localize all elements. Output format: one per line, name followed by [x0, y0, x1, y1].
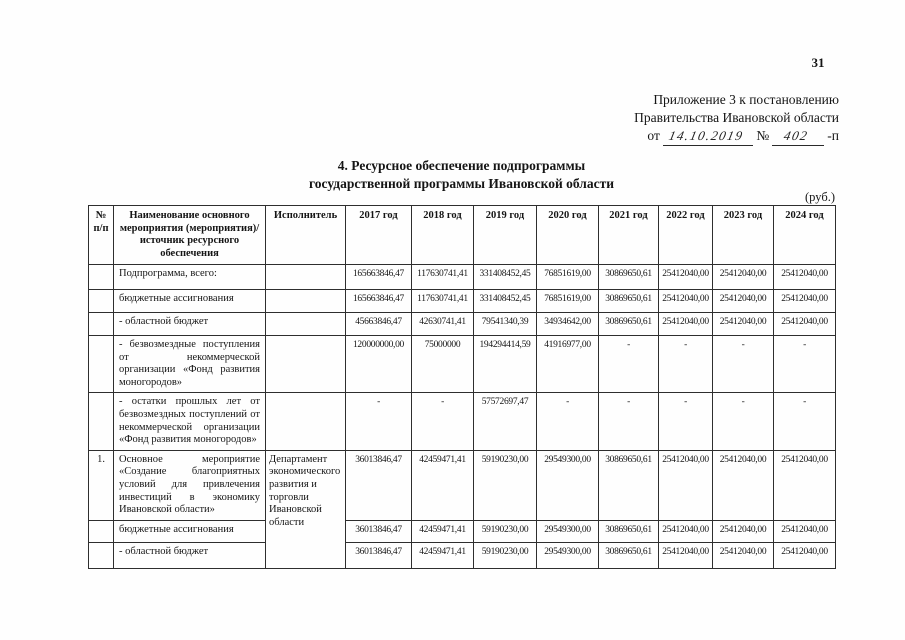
- cell-value: 25412040,00: [774, 290, 836, 313]
- cell-value: 75000000: [412, 336, 474, 393]
- cell-value: 30869650,61: [599, 520, 659, 542]
- number-sign: №: [756, 128, 770, 143]
- table-row: [89, 290, 836, 313]
- cell-executor: Департамент экономического развития и торговли Ивановской области: [266, 450, 346, 568]
- cell-value: -: [537, 393, 599, 450]
- column-header: Исполнитель: [266, 206, 346, 265]
- cell-value: 79541340,39: [474, 313, 537, 336]
- cell-value: 25412040,00: [774, 542, 836, 568]
- cell-value: 25412040,00: [659, 265, 713, 290]
- cell-value: 25412040,00: [713, 290, 774, 313]
- cell-value: 117630741,41: [412, 290, 474, 313]
- cell-value: 30869650,61: [599, 313, 659, 336]
- cell-value: -: [713, 336, 774, 393]
- cell-value: 25412040,00: [659, 520, 713, 542]
- cell-value: 25412040,00: [774, 313, 836, 336]
- cell-value: 25412040,00: [659, 450, 713, 520]
- document-title: [88, 157, 835, 192]
- cell-number: [89, 265, 114, 290]
- cell-value: 30869650,61: [599, 450, 659, 520]
- column-header: 2019 год: [474, 206, 537, 265]
- cell-value: 25412040,00: [713, 520, 774, 542]
- cell-value: 117630741,41: [412, 265, 474, 290]
- table-row: [89, 542, 836, 568]
- cell-name: бюджетные ассигнования: [114, 520, 266, 542]
- cell-number: [89, 393, 114, 450]
- column-header: 2022 год: [659, 206, 713, 265]
- column-header: 2018 год: [412, 206, 474, 265]
- cell-number: [89, 336, 114, 393]
- cell-executor: [266, 313, 346, 336]
- cell-value: 42459471,41: [412, 520, 474, 542]
- cell-value: 59190230,00: [474, 542, 537, 568]
- cell-value: 42459471,41: [412, 542, 474, 568]
- cell-value: 25412040,00: [774, 520, 836, 542]
- appendix-line-1: Приложение 3 к постановлению: [653, 92, 839, 107]
- cell-number: [89, 313, 114, 336]
- cell-number: [89, 520, 114, 542]
- cell-value: 29549300,00: [537, 450, 599, 520]
- cell-executor: [266, 265, 346, 290]
- cell-number: 1.: [89, 450, 114, 520]
- appendix-suffix: -п: [827, 128, 839, 143]
- cell-value: 25412040,00: [659, 313, 713, 336]
- cell-value: 36013846,47: [346, 450, 412, 520]
- cell-value: -: [659, 336, 713, 393]
- cell-value: -: [774, 393, 836, 450]
- cell-value: -: [599, 336, 659, 393]
- cell-value: 25412040,00: [713, 542, 774, 568]
- cell-value: 25412040,00: [713, 313, 774, 336]
- date-blank: [663, 127, 754, 146]
- column-header: 2021 год: [599, 206, 659, 265]
- cell-value: 25412040,00: [774, 265, 836, 290]
- cell-value: 30869650,61: [599, 290, 659, 313]
- cell-executor: [266, 336, 346, 393]
- table-row: [89, 520, 836, 542]
- cell-value: 59190230,00: [474, 520, 537, 542]
- page-number: 31: [811, 55, 825, 70]
- cell-name: - областной бюджет: [114, 542, 266, 568]
- cell-value: -: [659, 393, 713, 450]
- column-header: 2024 год: [774, 206, 836, 265]
- table-row: [89, 313, 836, 336]
- table-row: [89, 265, 836, 290]
- cell-name: Подпрограмма, всего:: [114, 265, 266, 290]
- cell-value: 36013846,47: [346, 542, 412, 568]
- currency-unit-note: (руб.): [805, 190, 835, 204]
- appendix-from-label: от: [647, 128, 660, 143]
- table-row: [89, 450, 836, 520]
- cell-value: 120000000,00: [346, 336, 412, 393]
- cell-name: Основное мероприятие «Создание благоприятных условий для привлечения инвестиций в экономику Ивановской области»: [114, 450, 266, 520]
- cell-value: 30869650,61: [599, 542, 659, 568]
- cell-value: 59190230,00: [474, 450, 537, 520]
- header-row: [89, 206, 836, 265]
- cell-value: 41916977,00: [537, 336, 599, 393]
- number-blank: [772, 127, 824, 146]
- cell-executor: [266, 393, 346, 450]
- title-line-2: государственной программы Ивановской области: [308, 175, 614, 191]
- table-row: [89, 336, 836, 393]
- appendix-block: [634, 91, 839, 146]
- cell-value: 34934642,00: [537, 313, 599, 336]
- cell-value: 36013846,47: [346, 520, 412, 542]
- handwritten-date: 14.10.2019: [667, 128, 746, 143]
- cell-name: - безвозмездные поступления от некоммерческой организации «Фонд развития моногородов»: [114, 336, 266, 393]
- resource-table-container: [88, 205, 836, 569]
- cell-value: 30869650,61: [599, 265, 659, 290]
- cell-name: - остатки прошлых лет от безвозмездных поступлений от некоммерческой организации «Фонд развития моногородов»: [114, 393, 266, 450]
- column-header: Наименование основного мероприятия (мероприятия)/источник ресурсного обеспечения: [114, 206, 266, 265]
- column-header: 2017 год: [346, 206, 412, 265]
- cell-value: 25412040,00: [659, 542, 713, 568]
- table-row: [89, 393, 836, 450]
- cell-value: -: [412, 393, 474, 450]
- cell-value: -: [346, 393, 412, 450]
- column-header: 2020 год: [537, 206, 599, 265]
- cell-value: 42459471,41: [412, 450, 474, 520]
- cell-value: -: [774, 336, 836, 393]
- handwritten-doc-number: 402: [782, 128, 811, 143]
- cell-value: 165663846,47: [346, 290, 412, 313]
- cell-value: 76851619,00: [537, 265, 599, 290]
- cell-value: 45663846,47: [346, 313, 412, 336]
- cell-number: [89, 290, 114, 313]
- appendix-line-2: Правительства Ивановской области: [634, 109, 839, 125]
- cell-value: 57572697,47: [474, 393, 537, 450]
- cell-value: 331408452,45: [474, 290, 537, 313]
- cell-value: 165663846,47: [346, 265, 412, 290]
- cell-value: 42630741,41: [412, 313, 474, 336]
- appendix-line-3: [634, 127, 839, 146]
- cell-value: -: [599, 393, 659, 450]
- column-header: № п/п: [89, 206, 114, 265]
- cell-value: 25412040,00: [659, 290, 713, 313]
- cell-value: -: [713, 393, 774, 450]
- cell-executor: [266, 290, 346, 313]
- cell-value: 194294414,59: [474, 336, 537, 393]
- column-header: 2023 год: [713, 206, 774, 265]
- cell-value: 331408452,45: [474, 265, 537, 290]
- cell-value: 25412040,00: [713, 265, 774, 290]
- cell-value: 29549300,00: [537, 542, 599, 568]
- resource-table: [88, 205, 836, 569]
- cell-value: 29549300,00: [537, 520, 599, 542]
- cell-name: бюджетные ассигнования: [114, 290, 266, 313]
- cell-value: 76851619,00: [537, 290, 599, 313]
- title-line-1: 4. Ресурсное обеспечение подпрограммы: [337, 158, 586, 173]
- cell-value: 25412040,00: [713, 450, 774, 520]
- cell-number: [89, 542, 114, 568]
- cell-value: 25412040,00: [774, 450, 836, 520]
- cell-name: - областной бюджет: [114, 313, 266, 336]
